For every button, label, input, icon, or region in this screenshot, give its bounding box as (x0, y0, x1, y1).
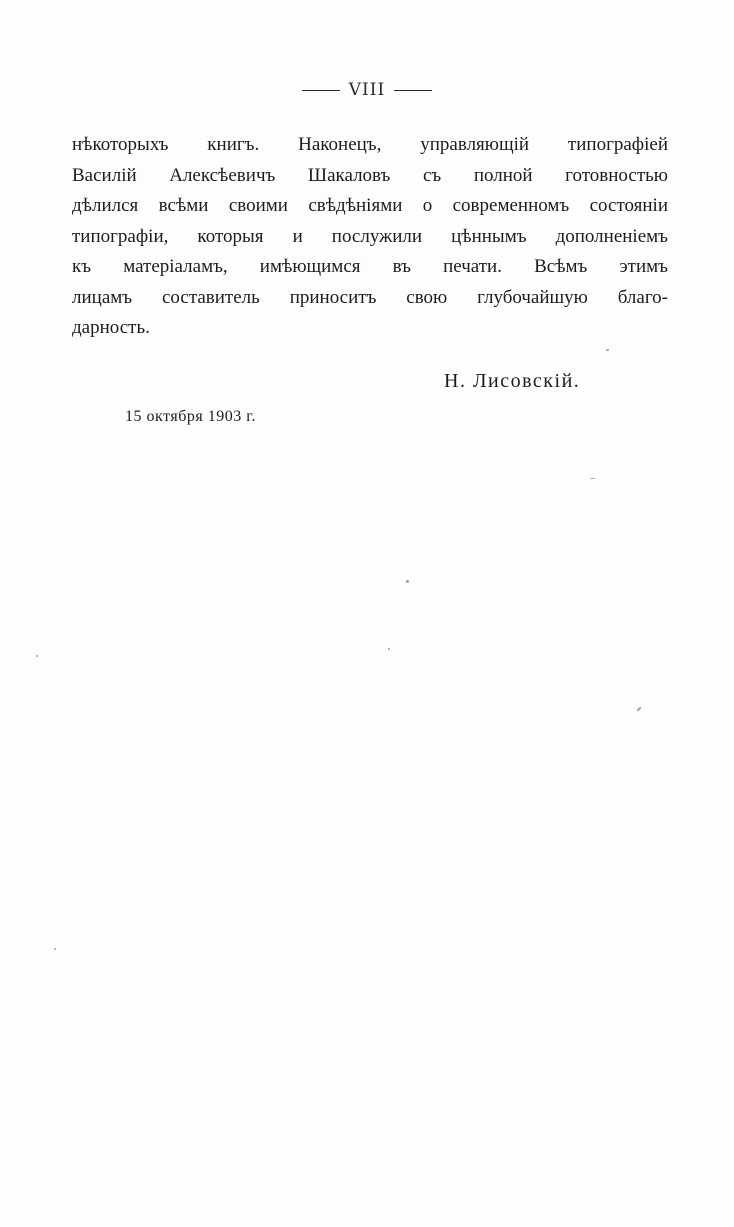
author-signature: Н. Лисовскій. (444, 370, 581, 392)
text-line: къ матеріаламъ, имѣющимся въ печати. Всѣмъ этимъ (72, 256, 668, 277)
scan-speck (606, 349, 609, 351)
text-line: лицамъ составитель приноситъ свою глубочайшую благо- (72, 286, 668, 308)
scan-speck (406, 580, 409, 583)
text-line: Василій Алексѣевичъ Шакаловъ съ полной готовностью (72, 164, 668, 186)
page-header (0, 80, 734, 100)
text-line: дарность. (72, 317, 150, 338)
page-number: VIII (348, 80, 386, 100)
scan-speck (54, 948, 56, 950)
text-line: нѣкоторыхъ книгъ. Наконецъ, управляющій типографіей (72, 134, 668, 155)
date-line: 15 октября 1903 г. (125, 408, 256, 425)
scan-speck (36, 655, 38, 657)
scan-speck (636, 706, 642, 712)
scan-speck (590, 478, 595, 479)
header-dash-left (302, 90, 340, 91)
body-paragraph (72, 130, 668, 344)
text-line: дѣлился всѣми своими свѣдѣніями о современномъ состояніи (72, 195, 668, 216)
scan-speck (388, 648, 390, 650)
header-dash-right (394, 90, 432, 91)
text-line: типографіи, которыя и послужили цѣннымъ дополненіемъ (72, 225, 668, 247)
